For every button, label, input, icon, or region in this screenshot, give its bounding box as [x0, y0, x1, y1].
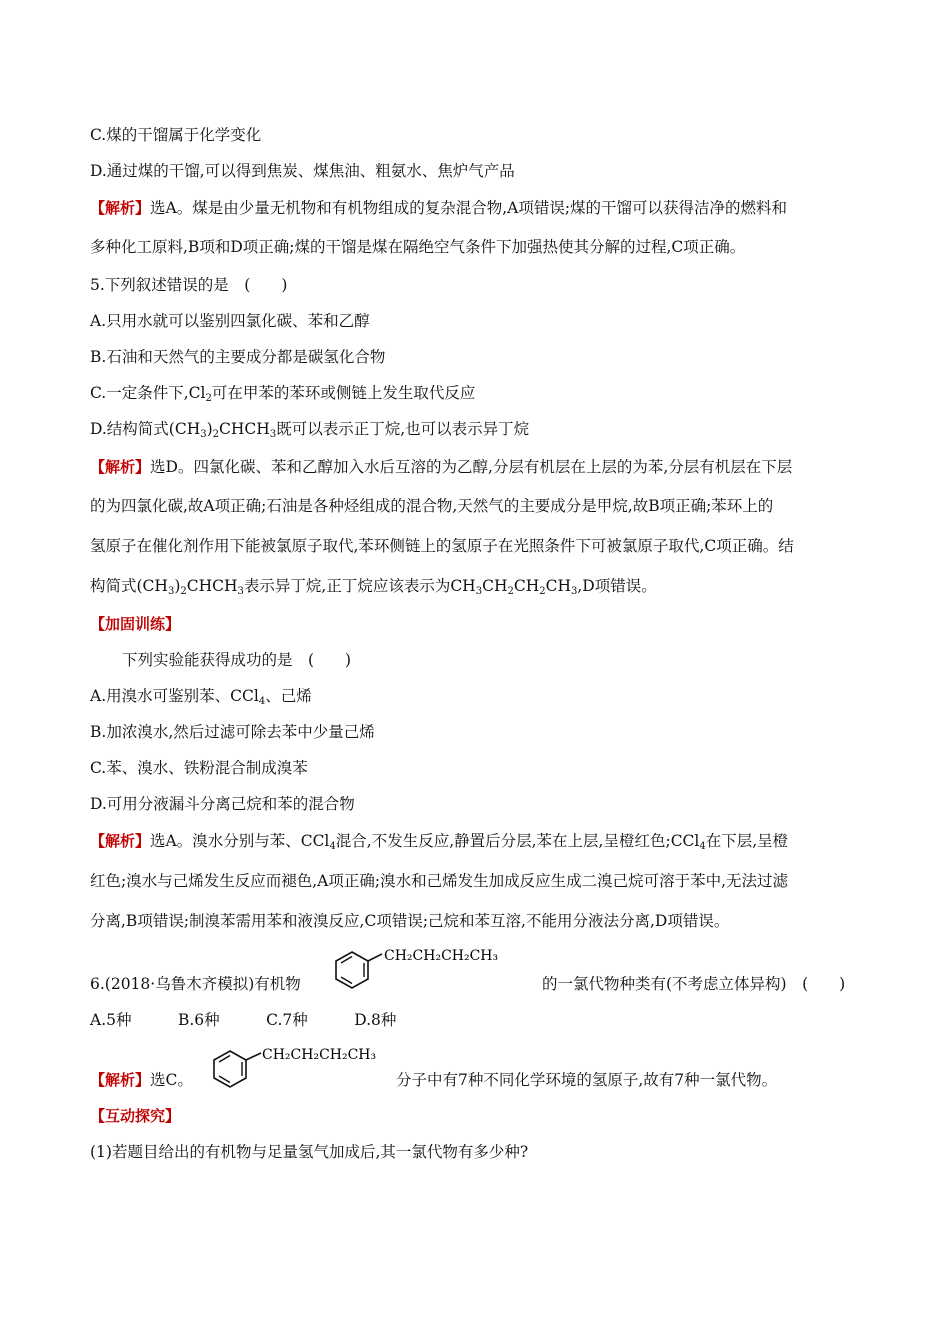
q5-explanation-line-4: 构简式$(CH_3)_2CHCH_3$表示异丁烷,正丁烷应该表示为$CH_3CH_2CH_2CH_3,D$项错误。: [90, 577, 657, 597]
extra-explanation-line-3: 分离,B项错误;制溴苯需用苯和液溴反应,C项错误;己烷和苯互溶,不能用分液法分离,D项错误。: [90, 912, 730, 930]
extra-training-tag: 【加固训练】: [90, 615, 181, 633]
extra-option-a: A.用溴水可鉴别苯、CCl$_4$、己烯: [90, 687, 312, 707]
q5-explanation-line-2: 的为四氯化碳,故A项正确;石油是各种烃组成的混合物,天然气的主要成分是甲烷,故B项正确;苯环上的: [90, 497, 774, 515]
q4-option-c: C.煤的干馏属于化学变化: [90, 126, 262, 144]
q5-option-c: C.一定条件下$,Cl_2$可在甲苯的苯环或侧链上发生取代反应: [90, 384, 476, 404]
q5-explanation-line-1: 【解析】选D。四氯化碳、苯和乙醇加入水后互溶的为乙醇,分层有机层在上层的为苯,分层有机层在下层: [90, 458, 793, 476]
butylbenzene-structure-1: [330, 940, 520, 1000]
q6-explanation-post: 分子中有7种不同化学环境的氢原子,故有7种一氯代物。: [396, 1071, 778, 1089]
q4-explanation-line-2: 多种化工原料,B项和D项正确;煤的干馏是煤在隔绝空气条件下加强热使其分解的过程,C项正确。: [90, 238, 746, 256]
q6-explanation-pre: 【解析】选C。: [90, 1071, 193, 1089]
q5-explanation-line-3: 氢原子在催化剂作用下能被氯原子取代,苯环侧链上的氢原子在光照条件下可被氯原子取代,C项正确。结: [90, 537, 794, 555]
inquiry-question-1: (1)若题目给出的有机物与足量氢气加成后,其一氯代物有多少种?: [90, 1143, 529, 1161]
explanation-tag: 【解析】: [90, 1071, 151, 1089]
q4-explanation-line-1: 【解析】选A。煤是由少量无机物和有机物组成的复杂混合物,A项错误;煤的干馏可以获得洁净的燃料和: [90, 199, 788, 217]
q5-stem: 5.下列叙述错误的是 ( ): [90, 276, 288, 294]
q6-stem-post: 的一氯代物种类有(不考虑立体异构) ( ): [542, 975, 846, 993]
explanation-tag: 【解析】: [90, 199, 151, 217]
explanation-tag: 【解析】: [90, 832, 151, 850]
extra-explanation-line-1: 【解析】选A。溴水分别与苯、CCl$_4$混合,不发生反应,静置后分层,苯在上层,呈橙红色;CCl$_4$在下层,呈橙: [90, 832, 789, 852]
extra-option-c: C.苯、溴水、铁粉混合制成溴苯: [90, 759, 308, 777]
q6-options: A.5种 B.6种 C.7种 D.8种: [90, 1011, 397, 1029]
q5-option-d: D.结构简式$(CH_3)_2CHCH_3$既可以表示正丁烷,也可以表示异丁烷: [90, 420, 530, 440]
butylbenzene-structure-2: [206, 1038, 396, 1100]
extra-stem: 下列实验能获得成功的是 ( ): [122, 651, 352, 669]
inquiry-tag: 【互动探究】: [90, 1107, 181, 1125]
explanation-tag: 【解析】: [90, 458, 151, 476]
butyl-chain-label: CH₂CH₂CH₂CH₃: [384, 948, 499, 964]
extra-option-d: D.可用分液漏斗分离己烷和苯的混合物: [90, 795, 355, 813]
q5-option-b: B.石油和天然气的主要成分都是碳氢化合物: [90, 348, 386, 366]
extra-option-b: B.加浓溴水,然后过滤可除去苯中少量己烯: [90, 723, 375, 741]
q6-stem-pre: 6.(2018·乌鲁木齐模拟)有机物: [90, 975, 301, 993]
q5-option-a: A.只用水就可以鉴别四氯化碳、苯和乙醇: [90, 312, 370, 330]
extra-explanation-line-2: 红色;溴水与己烯发生反应而褪色,A项正确;溴水和己烯发生加成反应生成二溴己烷可溶于苯中,无法过滤: [90, 872, 788, 890]
q4-option-d: D.通过煤的干馏,可以得到焦炭、煤焦油、粗氨水、焦炉气产品: [90, 162, 515, 180]
butyl-chain-label: CH₂CH₂CH₂CH₃: [262, 1047, 377, 1063]
